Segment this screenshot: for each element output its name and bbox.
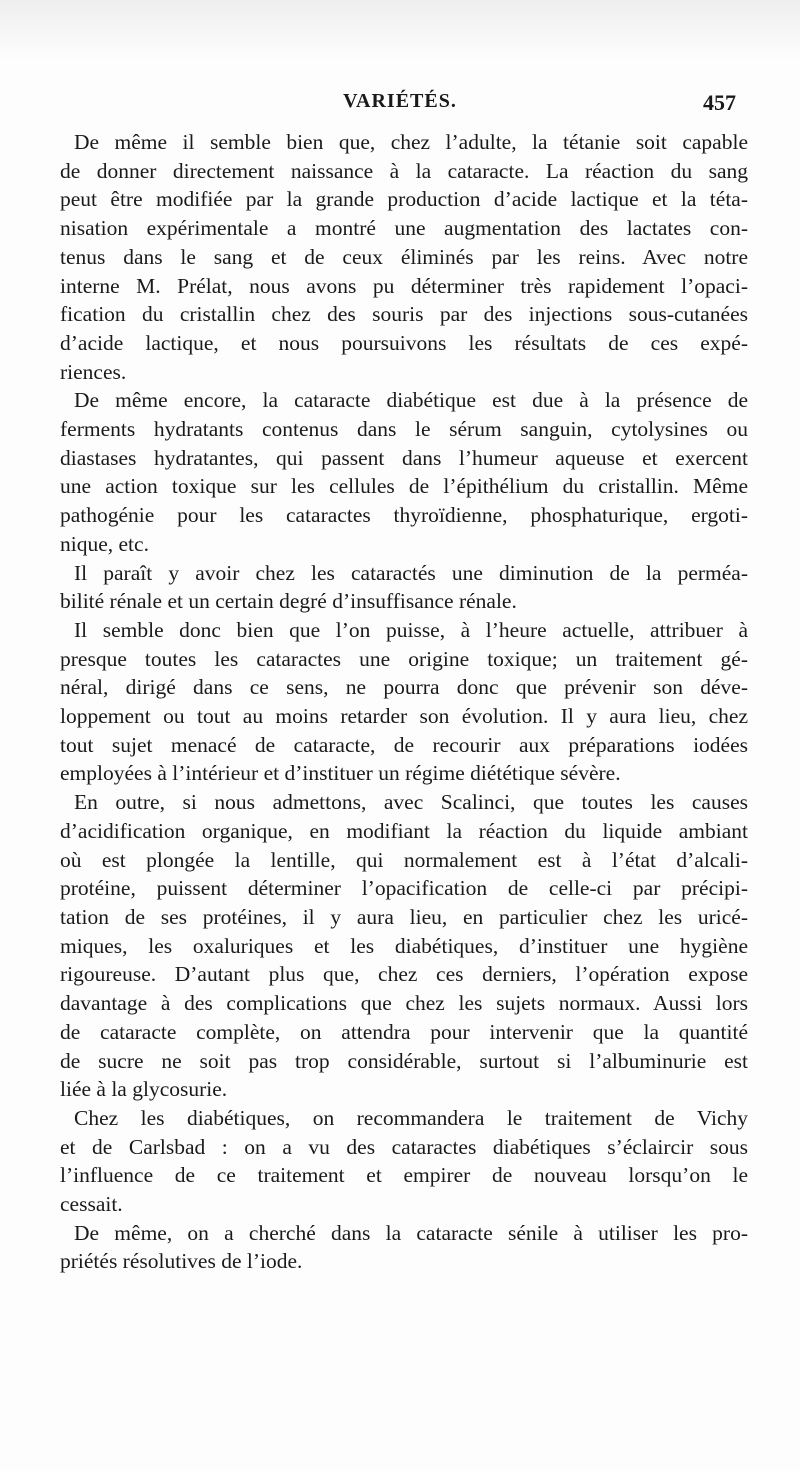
running-title: VARIÉTÉS. [343,90,457,112]
text-line: cessait. [60,1192,123,1217]
text-line: de sucre ne soit pas trop considérable, surtout si l’albuminurie est [60,1048,748,1073]
text-line: miques, les oxaluriques et les diabétiques, d’instituer une hygiène [60,933,748,958]
text-line: une action toxique sur les cellules de l’épithélium du cristallin. Même [60,474,748,499]
text-line: de donner directement naissance à la cataracte. La réaction du sang [60,158,748,183]
text-line: néral, dirigé dans ce sens, ne pourra donc que prévenir son déve- [60,675,748,700]
paragraph [60,616,748,788]
text-line: tation de ses protéines, il y aura lieu, en particulier chez les uricé- [60,904,748,929]
text-line: d’acidification organique, en modifiant la réaction du liquide ambiant [60,818,748,843]
paragraph [60,128,748,386]
text-line: et de Carlsbad : on a vu des cataractes diabétiques s’éclaircir sous [60,1134,748,1159]
text-line: nisation expérimentale a montré une augmentation des lactates con- [60,216,748,241]
text-line: peut être modifiée par la grande production d’acide lactique et la téta- [60,187,748,212]
paragraph [60,788,748,1104]
text-line: loppement ou tout au moins retarder son évolution. Il y aura lieu, chez [60,704,748,729]
text-line: de cataracte complète, on attendra pour intervenir que la quantité [60,1019,748,1044]
text-line: où est plongée la lentille, qui normalement est à l’état d’alcali- [60,847,748,872]
text-line: En outre, si nous admettons, avec Scalinci, que toutes les causes [74,790,748,815]
paragraph [60,386,748,558]
text-line: Chez les diabétiques, on recommandera le traitement de Vichy [74,1105,748,1130]
text-line: De même encore, la cataracte diabétique est due à la présence de [74,388,748,413]
text-line: De même, on a cherché dans la cataracte sénile à utiliser les pro- [74,1220,748,1245]
text-line: interne M. Prélat, nous avons pu déterminer très rapidement l’opaci- [60,273,748,298]
text-line: Il semble donc bien que l’on puisse, à l’heure actuelle, attribuer à [74,617,748,642]
text-line: bilité rénale et un certain degré d’insuffisance rénale. [60,589,517,614]
text-line: De même il semble bien que, chez l’adulte, la tétanie soit capable [74,130,748,154]
paragraph [60,1219,748,1276]
text-line: d’acide lactique, et nous poursuivons les résultats de ces expé- [60,330,748,355]
text-line: davantage à des complications que chez les sujets normaux. Aussi lors [60,991,748,1016]
page-number: 457 [703,90,736,115]
running-head [0,82,800,118]
text-line: l’influence de ce traitement et empirer de nouveau lorsqu’on le [60,1163,748,1188]
text-line: presque toutes les cataractes une origine toxique; un traitement gé- [60,646,748,671]
text-line: fication du cristallin chez des souris par des injections sous-cutanées [60,302,748,327]
text-line: tenus dans le sang et de ceux éliminés par les reins. Avec notre [60,244,748,269]
text-line: riences. [60,359,127,384]
text-line: priétés résolutives de l’iode. [60,1249,303,1274]
text-line: diastases hydratantes, qui passent dans l’humeur aqueuse et exercent [60,445,748,470]
text-line: nique, etc. [60,531,149,556]
text-line: ferments hydratants contenus dans le sérum sanguin, cytolysines ou [60,417,748,442]
text-line: rigoureuse. D’autant plus que, chez ces derniers, l’opération expose [60,962,748,987]
paragraph [60,1104,748,1219]
text-line: Il paraît y avoir chez les cataractés une diminution de la perméa- [74,560,748,585]
text-line: pathogénie pour les cataractes thyroïdienne, phosphaturique, ergoti- [60,503,748,528]
text-line: tout sujet menacé de cataracte, de recourir aux préparations iodées [60,732,748,757]
text-line: employées à l’intérieur et d’instituer un régime diététique sévère. [60,761,621,786]
paragraph [60,559,748,616]
text-line: liée à la glycosurie. [60,1077,228,1102]
body-text [60,128,748,1276]
text-line: protéine, puissent déterminer l’opacification de celle-ci par précipi- [60,876,748,901]
